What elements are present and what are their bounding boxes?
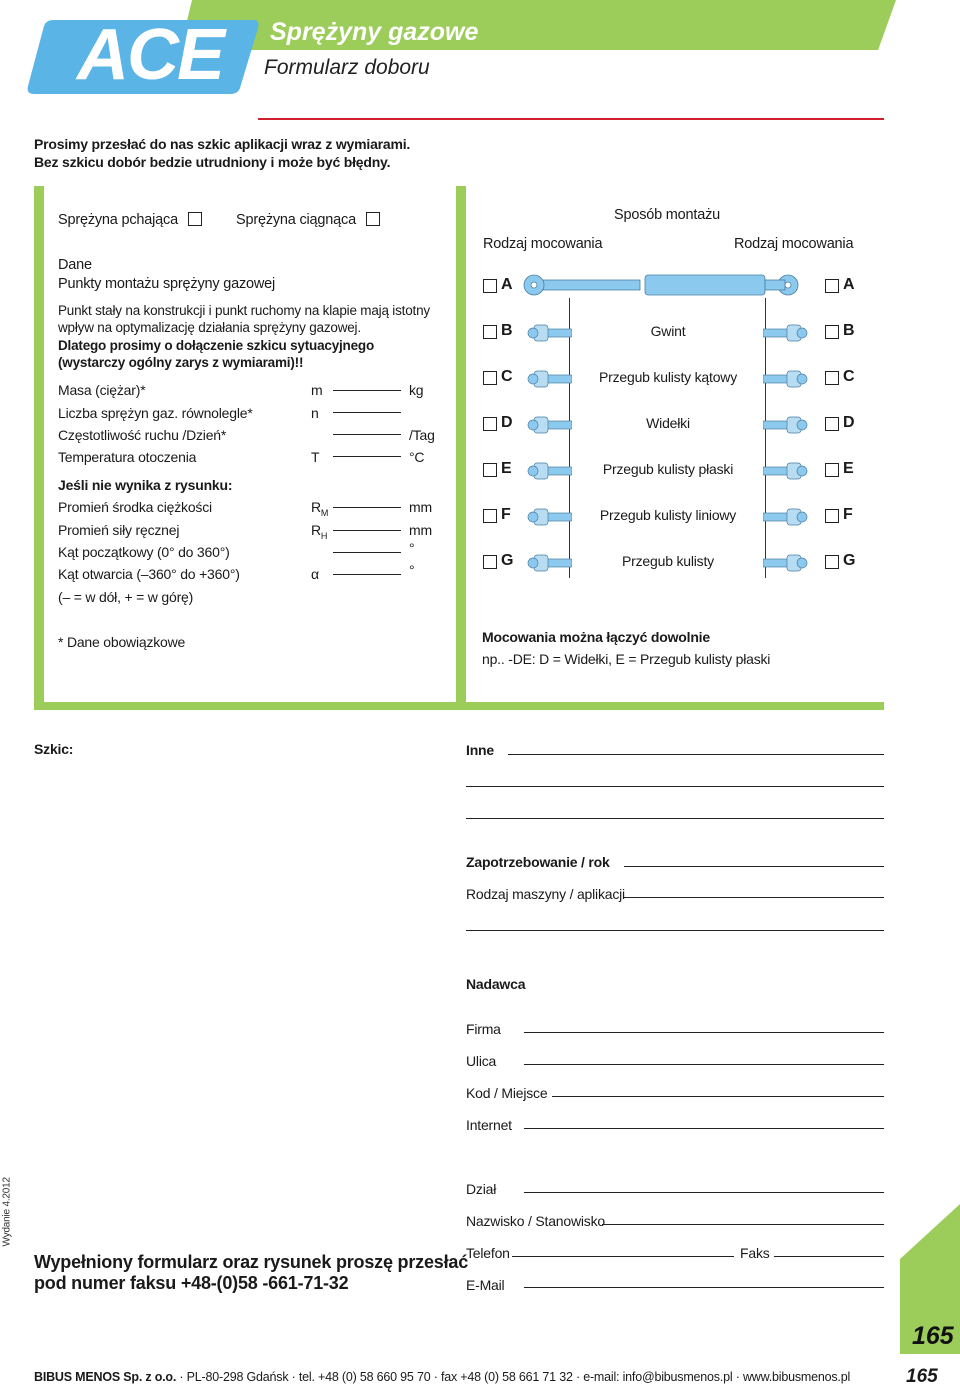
field-temp-symbol: T — [311, 449, 320, 465]
mount-part-ball-linear-icon — [763, 504, 811, 530]
footer-company: BIBUS MENOS Sp. z o.o. — [34, 1370, 177, 1384]
mount-part-fork-icon — [763, 412, 811, 438]
field-rm-symbol — [311, 499, 329, 518]
mount-left-checkbox[interactable] — [483, 555, 497, 569]
other-input[interactable] — [508, 754, 884, 755]
field-count-input[interactable] — [333, 412, 401, 413]
field-rh-unit: mm — [409, 522, 432, 538]
mount-right-letter: B — [843, 322, 855, 339]
field-count-label: Liczba sprężyn gaz. równolegle* — [58, 405, 253, 421]
field-rh-label: Promień siły ręcznej — [58, 522, 180, 538]
footer-text — [34, 1370, 850, 1384]
mount-left-letter: B — [501, 322, 513, 339]
mount-part-ball-angle-icon — [763, 366, 811, 392]
mount-right-checkbox[interactable] — [825, 509, 839, 523]
other-input-2[interactable] — [466, 786, 884, 787]
mount-part-fork-icon — [524, 412, 572, 438]
dane-heading: Dane — [58, 257, 92, 273]
mount-left-checkbox[interactable] — [483, 325, 497, 339]
page-title: Sprężyny gazowe — [270, 18, 479, 46]
spring-type-push — [58, 212, 202, 228]
footer-contact: · PL-80-298 Gdańsk · tel. +48 (0) 58 660 95 70 · fax +48 (0) 58 661 71 32 · e-mail: info@bibusmenos.pl · www.bibusmenos.pl — [176, 1370, 851, 1384]
intro-line-2: Bez szkicu dobór bedzie utrudniony i może być błędny. — [34, 154, 391, 170]
field-temp-unit: °C — [409, 449, 425, 465]
mount-left-checkbox[interactable] — [483, 417, 497, 431]
logo — [26, 15, 260, 96]
mount-right-checkbox[interactable] — [825, 555, 839, 569]
mount-right-letter: A — [843, 276, 855, 293]
field-start-angle-unit: ° — [409, 540, 415, 556]
field-rh-symbol — [311, 522, 328, 541]
field-rh-sym: R — [311, 522, 321, 538]
fax-note-line-1: Wypełniony formularz oraz rysunek proszę przesłać — [34, 1252, 469, 1272]
mount-left-checkbox[interactable] — [483, 463, 497, 477]
mount-right-checkbox[interactable] — [825, 417, 839, 431]
mount-left-letter: E — [501, 460, 512, 477]
field-rm-unit: mm — [409, 499, 432, 515]
mount-right-letter: C — [843, 368, 855, 385]
field-open-angle-unit: ° — [409, 562, 415, 578]
field-rm-sub: M — [320, 508, 329, 518]
mount-name: Przegub kulisty — [622, 553, 714, 569]
field-open-angle-symbol: α — [311, 566, 319, 582]
internet-label: Internet — [466, 1117, 512, 1133]
mount-right-letter: D — [843, 414, 855, 431]
mount-left-letter: C — [501, 368, 513, 385]
spring-type-push-label: Sprężyna pchająca — [58, 212, 178, 228]
sender-heading: Nadawca — [466, 976, 526, 992]
field-open-angle-label: Kąt otwarcia (–360° do +360°) — [58, 566, 240, 582]
header-red-rule — [258, 118, 884, 120]
dane-text-3: Dlatego prosimy o dołączenie szkicu sytuacyjnego — [58, 338, 374, 353]
mount-part-ball-flat-icon — [524, 458, 572, 484]
street-label: Ulica — [466, 1053, 497, 1069]
mount-right-checkbox[interactable] — [825, 325, 839, 339]
field-count-symbol: n — [311, 405, 319, 421]
mount-right-checkbox[interactable] — [825, 463, 839, 477]
field-start-angle-input[interactable] — [333, 552, 401, 553]
field-rh-input[interactable] — [333, 530, 401, 531]
field-mass-input[interactable] — [333, 390, 401, 391]
mount-title: Sposób montażu — [614, 207, 721, 223]
required-note: * Dane obowiązkowe — [58, 634, 186, 650]
field-mass-unit: kg — [409, 382, 424, 398]
department-label: Dział — [466, 1181, 497, 1197]
field-rh-sub: H — [320, 531, 328, 541]
machine-input-2[interactable] — [466, 930, 884, 931]
mount-part-ball-angle-icon — [524, 366, 572, 392]
frame-left-bar — [34, 186, 44, 706]
mount-right-letter: E — [843, 460, 854, 477]
demand-label: Zapotrzebowanie / rok — [466, 854, 610, 870]
field-rm-label: Promień środka ciężkości — [58, 499, 212, 515]
mount-right-letter: F — [843, 506, 853, 523]
mount-right-checkbox[interactable] — [825, 279, 839, 293]
pull-checkbox[interactable] — [366, 212, 380, 226]
mount-name: Przegub kulisty płaski — [602, 461, 734, 477]
mount-col-right: Rodzaj mocowania — [734, 236, 854, 252]
name-label: Nazwisko / Stanowisko — [466, 1213, 605, 1229]
machine-label: Rodzaj maszyny / aplikacji — [466, 886, 625, 902]
dane-text-2: wpływ na optymalizację działania sprężyny gazowej. — [58, 320, 361, 335]
mount-left-letter: F — [501, 506, 511, 523]
email-label: E-Mail — [466, 1277, 505, 1293]
email-input[interactable] — [524, 1287, 884, 1288]
dane-text-1: Punkt stały na konstrukcji i punkt ruchomy na klapie mają istotny — [58, 303, 430, 318]
mount-part-thread-icon — [524, 320, 572, 346]
footer-page-number: 165 — [906, 1366, 938, 1387]
mount-name: Przegub kulisty liniowy — [599, 507, 737, 523]
company-label: Firma — [466, 1021, 501, 1037]
edition-label: Wydanie 4.2012 — [1, 1177, 13, 1247]
fax-note-line-2: pod numer faksu +48-(0)58 -661-71-32 — [34, 1273, 349, 1293]
dane-text-4: (wystarczy ogólny zarys z wymiarami)!! — [58, 355, 304, 370]
intro-line-1: Prosimy przesłać do nas szkic aplikacji wraz z wymiarami. — [34, 136, 411, 152]
mount-name: Widełki — [646, 415, 690, 431]
combine-title: Mocowania można łączyć dowolnie — [482, 629, 710, 645]
mount-right-checkbox[interactable] — [825, 371, 839, 385]
phone-input[interactable] — [512, 1256, 734, 1257]
fax-label: Faks — [740, 1245, 770, 1261]
mount-part-ball-icon — [763, 550, 811, 576]
sketch-label: Szkic: — [34, 741, 74, 757]
angle-note: (– = w dół, + = w górę) — [58, 589, 194, 605]
field-temp-label: Temperatura otoczenia — [58, 449, 197, 465]
demand-input[interactable] — [624, 866, 884, 867]
gas-spring-drawing — [520, 272, 810, 302]
spring-type-pull-label: Sprężyna ciągnąca — [236, 212, 356, 228]
other-input-3[interactable] — [466, 818, 884, 819]
mount-left-letter: D — [501, 414, 513, 431]
company-input[interactable] — [524, 1032, 884, 1033]
logo-text: ACE — [76, 15, 223, 95]
machine-input[interactable] — [624, 897, 884, 898]
heading-if-not-drawn: Jeśli nie wynika z rysunku: — [58, 477, 233, 493]
mount-part-ball-icon — [524, 550, 572, 576]
mount-name: Przegub kulisty kątowy — [599, 369, 737, 385]
spring-type-pull — [236, 212, 380, 228]
frame-bottom-bar — [34, 702, 884, 710]
mount-col-left: Rodzaj mocowania — [483, 236, 603, 252]
push-checkbox[interactable] — [188, 212, 202, 226]
page-subtitle: Formularz doboru — [264, 56, 430, 79]
mount-left-checkbox[interactable] — [483, 279, 497, 293]
department-input[interactable] — [524, 1192, 884, 1193]
mount-left-checkbox[interactable] — [483, 509, 497, 523]
field-rm-sym: R — [311, 499, 321, 515]
mount-right-letter: G — [843, 552, 856, 569]
field-start-angle-label: Kąt początkowy (0° do 360°) — [58, 544, 230, 560]
zip-city-input[interactable] — [552, 1096, 884, 1097]
combine-example: np.. -DE: D = Widełki, E = Przegub kulisty płaski — [482, 651, 771, 667]
mount-left-letter: A — [501, 276, 513, 293]
phone-label: Telefon — [466, 1245, 510, 1261]
dane-subheading: Punkty montażu sprężyny gazowej — [58, 276, 276, 292]
zip-city-label: Kod / Miejsce — [466, 1085, 548, 1101]
field-mass-symbol: m — [311, 382, 323, 398]
field-temp-input[interactable] — [333, 456, 401, 457]
field-freq-unit: /Tag — [409, 427, 435, 443]
mount-name: Gwint — [650, 323, 686, 339]
internet-input[interactable] — [524, 1128, 884, 1129]
page-number-tab-text: 165 — [912, 1322, 954, 1350]
mount-part-thread-icon — [763, 320, 811, 346]
fax-input[interactable] — [774, 1256, 884, 1257]
mount-part-ball-linear-icon — [524, 504, 572, 530]
mount-part-ball-flat-icon — [763, 458, 811, 484]
other-label: Inne — [466, 742, 494, 758]
field-mass-label: Masa (ciężar)* — [58, 382, 146, 398]
mount-left-checkbox[interactable] — [483, 371, 497, 385]
field-freq-input[interactable] — [333, 434, 401, 435]
name-input[interactable] — [602, 1224, 884, 1225]
field-rm-input[interactable] — [333, 507, 401, 508]
mount-left-letter: G — [501, 552, 514, 569]
field-open-angle-input[interactable] — [333, 574, 401, 575]
field-freq-label: Częstotliwość ruchu /Dzień* — [58, 427, 227, 443]
street-input[interactable] — [524, 1064, 884, 1065]
frame-mid-bar — [456, 186, 466, 706]
